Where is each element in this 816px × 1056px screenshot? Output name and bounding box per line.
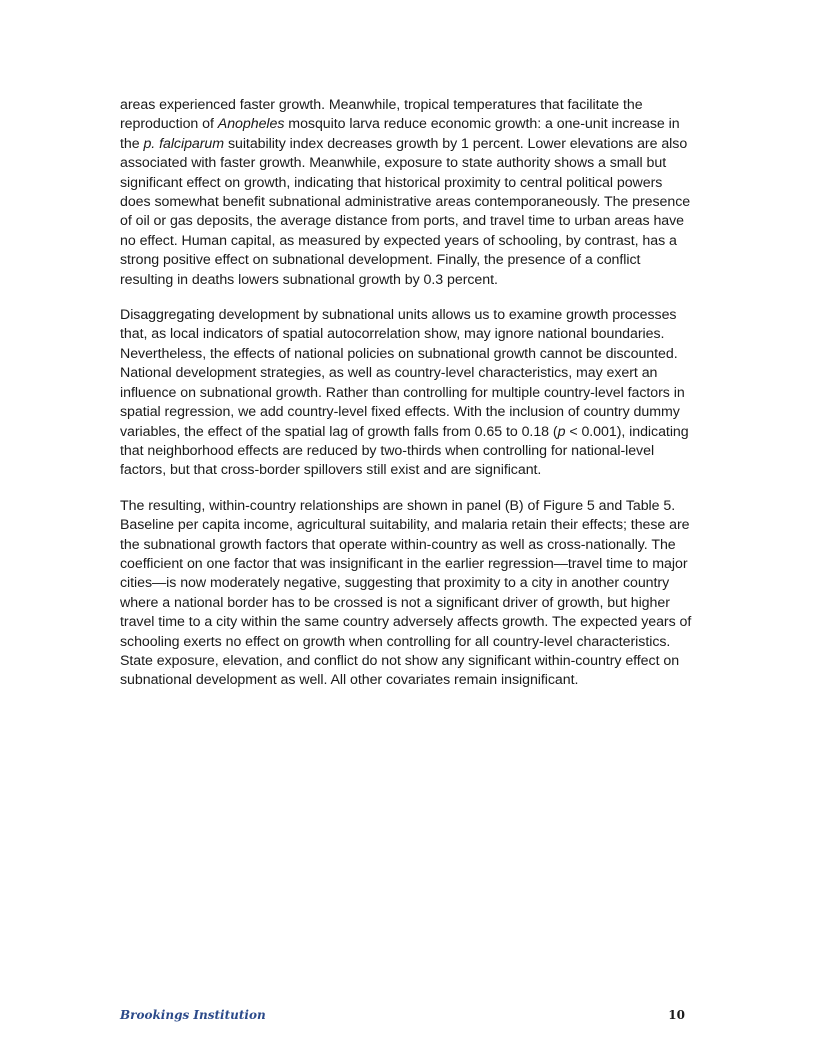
paragraph-text: areas experienced faster growth. Meanwhile, tropical temperatures that facilitate the reproduction of <box>120 97 643 133</box>
paragraph-text: suitability index decreases growth by 1 percent. Lower elevations are also associated with faster growth. Meanwhile, exposure to state authority shows a small but significant effect on growth, indicating that historical proximity to central political powers does somewhat benefit subnational administrative areas contemporaneously. The presence of oil or gas deposits, the average distance from ports, and travel time to urban areas have no effect. Human capital, as measured by expected years of schooling, by contrast, has a strong positive effect on subnational development. Finally, the presence of a conflict resulting in deaths lowers subnational growth by 0.3 percent. <box>120 135 691 288</box>
italic-term: Anopheles <box>217 116 285 133</box>
footer-publisher: Brookings Institution <box>120 1008 266 1022</box>
body-text <box>120 96 696 707</box>
paragraph <box>120 306 696 481</box>
paragraph-text: < 0.001), indicating that neighborhood effects are reduced by two-thirds when controlling for national-level factors, but that cross-border spillovers still exist and are significant. <box>120 423 689 479</box>
paragraph <box>120 497 696 691</box>
paragraph-text: mosquito larva reduce economic growth: a one-unit increase in the <box>120 116 680 152</box>
paragraph-text: Disaggregating development by subnational units allows us to examine growth processes that, as local indicators of spatial autocorrelation show, may ignore national boundaries. Nevertheless, the effects of national policies on subnational growth cannot be discounted. National development strategies, as well as country-level characteristics, may exert an influence on subnational growth. Rather than controlling for multiple country-level factors in spatial regression, we add country-level fixed effects. With the inclusion of country dummy variables, the effect of the spatial lag of growth falls from 0.65 to 0.18 ( <box>120 307 685 440</box>
italic-term: p. falciparum <box>143 135 225 152</box>
paragraph <box>120 96 696 290</box>
paragraph-text: The resulting, within-country relationships are shown in panel (B) of Figure 5 and Table 5. Baseline per capita income, agricultural suitability, and malaria retain their effects; these are the subnational growth factors that operate within-country as well as cross-nationally. The coefficient on one factor that was insignificant in the earlier regression—travel time to major cities—is now moderately negative, suggesting that proximity to a city in another country where a national border has to be crossed is not a significant driver of growth, but higher travel time to a city within the same country adversely affects growth. The expected years of schooling exerts no effect on growth when controlling for all country-level characteristics. State exposure, elevation, and conflict do not show any significant within-country effect on subnational development as well. All other covariates remain insignificant. <box>120 497 692 689</box>
italic-term: p <box>557 423 566 440</box>
page-number: 10 <box>668 1008 685 1022</box>
